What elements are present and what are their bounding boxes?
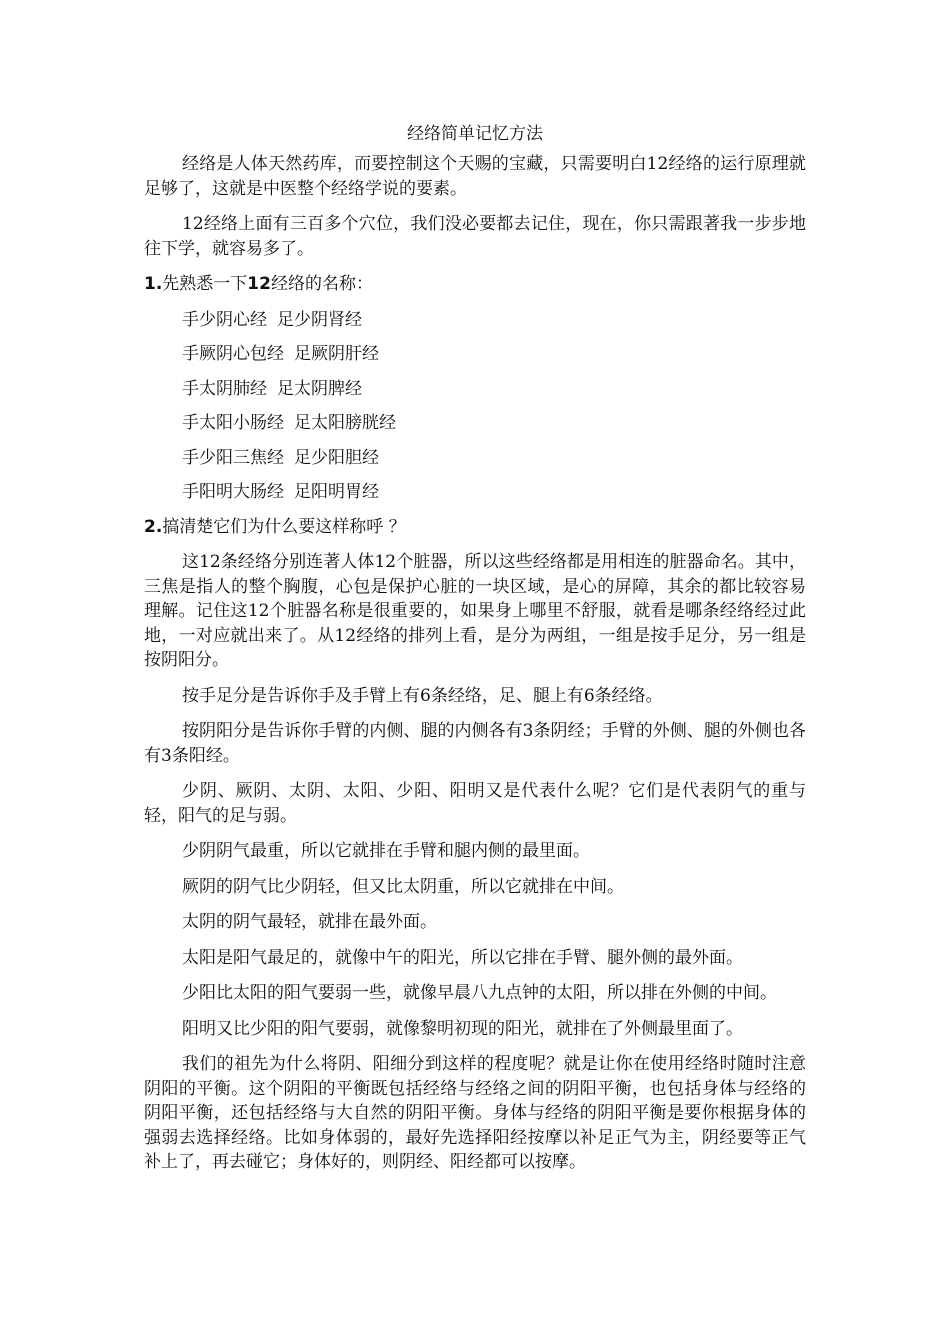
body-paragraph: 少阴阴气最重，所以它就排在手臂和腿内侧的最里面。 [182, 841, 590, 861]
document-body [144, 122, 806, 1186]
hand-meridian: 手太阴肺经 [182, 378, 267, 399]
foot-meridian: 足少阳胆经 [294, 447, 379, 468]
body-paragraph: 太阳是阳气最足的，就像中午的阳光，所以它排在手臂、腿外侧的最外面。 [182, 947, 743, 968]
meridian-pair [182, 446, 806, 471]
foot-meridian: 足少阴肾经 [277, 309, 362, 330]
section-2-number: 2. [144, 516, 163, 537]
body-paragraph: 少阳比太阳的阳气要弱一些，就像早晨八九点钟的太阳，所以排在外侧的中间。 [182, 983, 777, 1003]
meridian-list [144, 308, 806, 505]
foot-meridian: 足厥阴肝经 [294, 344, 379, 364]
body-paragraph: 太阴的阴气最轻，就排在最外面。 [182, 912, 437, 932]
foot-meridian: 足太阳膀胱经 [294, 413, 396, 433]
meridian-pair [182, 480, 806, 505]
hand-meridian: 手少阴心经 [182, 309, 267, 330]
foot-meridian: 足阳明胃经 [294, 482, 379, 502]
hand-meridian: 手少阳三焦经 [182, 447, 284, 468]
section-1-number: 1. [144, 274, 163, 294]
hand-meridian: 手厥阴心包经 [182, 344, 284, 364]
hand-meridian: 手阳明大肠经 [182, 482, 284, 502]
meridian-pair [182, 308, 806, 333]
foot-meridian: 足太阴脾经 [277, 378, 362, 399]
hand-meridian: 手太阳小肠经 [182, 413, 284, 433]
body-paragraph: 我们的祖先为什么将阴、阳细分到这样的程度呢？就是让你在使用经络时随时注意阴阳的平衡。这个阴阳的平衡既包括经络与经络之间的阴阳平衡，也包括身体与经络的阴阳平衡，还包括经络与大自然的阴阳平衡。身体与经络的阴阳平衡是要你根据身体的强弱去选择经络。比如身体弱的，最好先选择阳经按摩以补足正气为主，阴经要等正气补上了，再去碰它；身体好的，则阴经、阳经都可以按摩。 [144, 1054, 806, 1172]
section-1-text-after: 经络的名称： [270, 274, 373, 294]
section-1-bold-number: 12 [247, 274, 271, 294]
section-2-text: 搞清楚它们为什么要这样称呼 ？ [162, 516, 406, 537]
section-1-text-before: 先熟悉一下 [162, 274, 248, 294]
body-paragraph: 按手足分是告诉你手及手臂上有6条经络，足、腿上有6条经络。 [182, 685, 663, 706]
document-title: 经络简单记忆方法 [407, 124, 543, 144]
intro-paragraph-2: 12经络上面有三百多个穴位，我们没必要都去记住，现在，你只需跟著我一步步地往下学，就容易多了。 [144, 214, 806, 259]
body-paragraph: 阳明又比少阳的阳气要弱，就像黎明初现的阳光，就排在了外侧最里面了。 [182, 1018, 743, 1039]
section-2-heading [144, 515, 806, 540]
body-paragraph: 少阴、厥阴、太阴、太阳、少阳、阳明又是代表什么呢？它们是代表阴气的重与轻，阳气的足与弱。 [144, 781, 806, 826]
meridian-pair [182, 377, 806, 402]
intro-paragraph-1: 经络是人体天然药库，而要控制这个天赐的宝藏，只需要明白12经络的运行原理就足够了，这就是中医整个经络学说的要素。 [144, 154, 806, 199]
body-paragraph: 按阴阳分是告诉你手臂的内侧、腿的内侧各有3条阴经；手臂的外侧、腿的外侧也各有3条阳经。 [144, 721, 806, 766]
body-paragraph: 厥阴的阴气比少阴轻，但又比太阴重，所以它就排在中间。 [182, 876, 624, 897]
body-paragraph: 这12条经络分别连著人体12个脏器，所以这些经络都是用相连的脏器命名。其中，三焦是指人的整个胸腹，心包是保护心脏的一块区域，是心的屏障，其余的都比较容易理解。记住这12个脏器名称是很重要的，如果身上哪里不舒服，就看是哪条经络经过此地，一对应就出来了。从12经络的排列上看，是分为两组，一组是按手足分，另一组是按阴阳分。 [144, 552, 806, 670]
meridian-pair [182, 411, 806, 436]
meridian-pair [182, 342, 806, 367]
section-1-heading [144, 272, 806, 297]
